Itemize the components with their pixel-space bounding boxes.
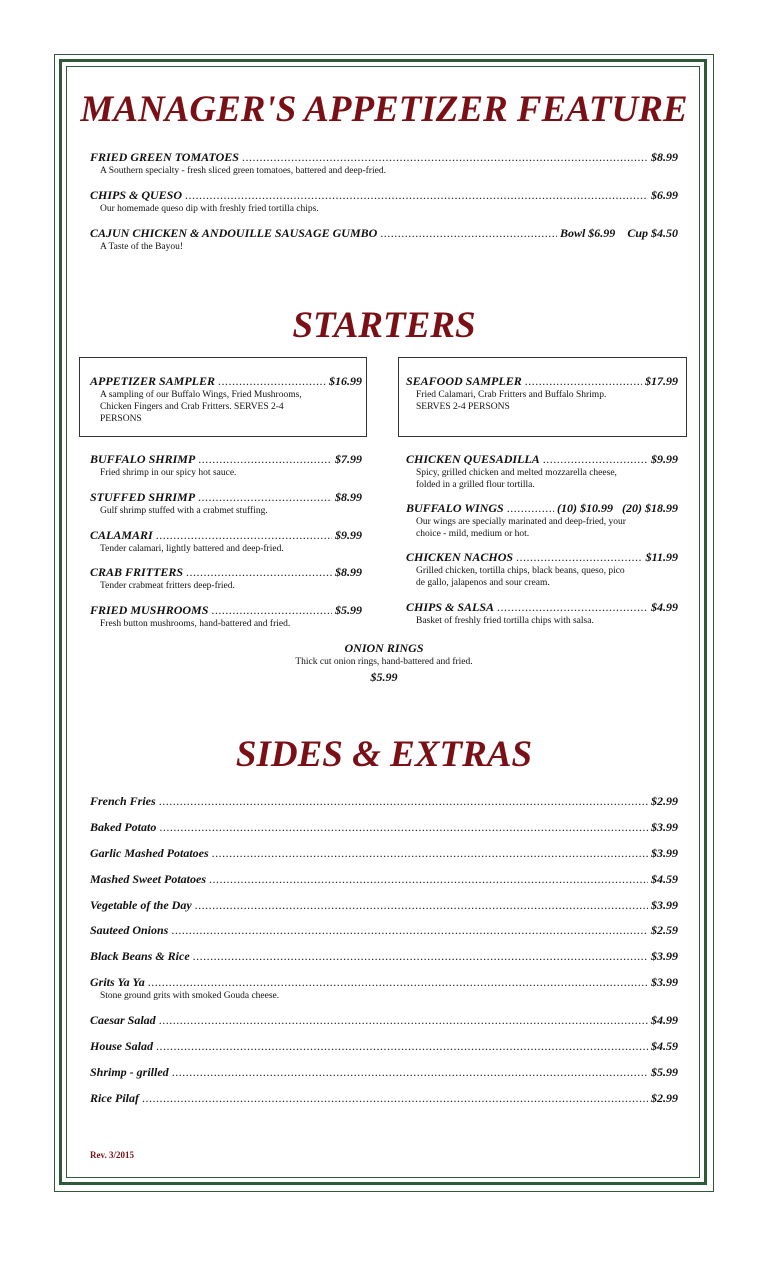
item-price: $8.99 xyxy=(335,565,362,579)
item-name: APPETIZER SAMPLER xyxy=(90,374,216,388)
item-desc: Spicy, grilled chicken and melted mozzarella cheese, folded in a grilled flour tortilla. xyxy=(416,468,617,490)
item-price: $4.99 xyxy=(651,1013,678,1027)
item-name: Mashed Sweet Potatoes xyxy=(90,872,206,886)
item-name: FRIED MUSHROOMS xyxy=(90,603,209,617)
item-name: CRAB FRITTERS xyxy=(90,565,184,579)
starter-item xyxy=(406,551,678,589)
item-price: $16.99 xyxy=(329,374,362,388)
item-name: CHIPS & QUESO xyxy=(90,188,183,202)
item-desc: Grilled chicken, tortilla chips, black beans, queso, pico de gallo, jalapenos and sour cream. xyxy=(416,566,625,588)
side-item xyxy=(90,924,678,937)
item-desc: Tender crabmeat fritters deep-fried. xyxy=(100,581,235,591)
item-name: SEAFOOD SAMPLER xyxy=(406,374,522,388)
item-price: (10) $10.99 (20) $18.99 xyxy=(557,501,678,515)
item-name: Rice Pilaf xyxy=(90,1091,139,1105)
item-price: $3.99 xyxy=(651,898,678,912)
side-item xyxy=(90,821,678,834)
item-price: $3.99 xyxy=(651,975,678,989)
side-item xyxy=(90,1014,678,1027)
feature-item xyxy=(90,151,678,177)
item-name: French Fries xyxy=(90,794,156,808)
feature-item xyxy=(90,189,678,215)
item-desc: A sampling of our Buffalo Wings, Fried Mushrooms, Chicken Fingers and Crab Fritters. SERVES 2-4 PERSONS xyxy=(100,390,302,424)
item-name: CHICKEN NACHOS xyxy=(406,550,514,564)
starter-item xyxy=(90,529,362,555)
item-name: BUFFALO WINGS xyxy=(406,501,504,515)
side-item xyxy=(90,795,678,808)
side-item xyxy=(90,899,678,912)
item-price-cup: Cup $4.50 xyxy=(627,226,678,240)
item-name: Shrimp - grilled xyxy=(90,1065,169,1079)
item-name: House Salad xyxy=(90,1039,154,1053)
sampler-item xyxy=(406,375,678,413)
item-desc: Stone ground grits with smoked Gouda cheese. xyxy=(100,991,280,1001)
item-name: Vegetable of the Day xyxy=(90,898,192,912)
side-item xyxy=(90,847,678,860)
item-desc: Thick cut onion rings, hand-battered and fried. xyxy=(295,657,473,667)
item-name: Garlic Mashed Potatoes xyxy=(90,846,209,860)
sides-title: SIDES & EXTRAS xyxy=(235,734,533,775)
item-name: FRIED GREEN TOMATOES xyxy=(90,150,239,164)
item-desc: Our homemade queso dip with freshly fried tortilla chips. xyxy=(100,204,319,214)
item-desc: A Taste of the Bayou! xyxy=(100,242,184,252)
sampler-item xyxy=(90,375,362,425)
item-price: $8.99 xyxy=(651,150,678,164)
item-price: $8.99 xyxy=(335,490,362,504)
item-price: $9.99 xyxy=(651,452,678,466)
item-name: Grits Ya Ya xyxy=(90,975,145,989)
side-item xyxy=(90,1092,678,1105)
item-price: $4.59 xyxy=(651,1039,678,1053)
item-name: CALAMARI xyxy=(90,528,153,542)
item-desc: Our wings are specially marinated and deep-fried, your choice - mild, medium or hot. xyxy=(416,517,626,539)
item-price: $4.59 xyxy=(651,872,678,886)
item-name: Caesar Salad xyxy=(90,1013,156,1027)
side-item xyxy=(90,1040,678,1053)
starter-item xyxy=(406,502,678,540)
starter-item xyxy=(90,453,362,479)
feature-item xyxy=(90,227,678,253)
item-price: $5.99 xyxy=(335,603,362,617)
item-desc: Fresh button mushrooms, hand-battered and fried. xyxy=(100,619,291,629)
side-item xyxy=(90,950,678,963)
starter-item xyxy=(90,604,362,630)
item-desc: Basket of freshly fried tortilla chips with salsa. xyxy=(416,616,594,626)
item-price: $2.99 xyxy=(651,1091,678,1105)
item-desc: Fried Calamari, Crab Fritters and Buffalo Shrimp. SERVES 2-4 PERSONS xyxy=(416,390,607,412)
item-price: $3.99 xyxy=(651,949,678,963)
starter-item xyxy=(406,453,678,491)
item-name: CHIPS & SALSA xyxy=(406,600,495,614)
revision-note: Rev. 3/2015 xyxy=(90,1150,134,1160)
item-price: $6.99 xyxy=(651,188,678,202)
item-name: STUFFED SHRIMP xyxy=(90,490,196,504)
item-price: $11.99 xyxy=(645,550,678,564)
item-price: $5.99 xyxy=(651,1065,678,1079)
side-item xyxy=(90,1066,678,1079)
starter-item xyxy=(90,491,362,517)
onion-rings-item xyxy=(0,641,768,685)
item-price: $7.99 xyxy=(335,452,362,466)
item-price: $3.99 xyxy=(651,846,678,860)
starters-title: STARTERS xyxy=(292,305,476,346)
item-name: Baked Potato xyxy=(90,820,157,834)
item-name: CHICKEN QUESADILLA xyxy=(406,452,540,466)
feature-title: MANAGER'S APPETIZER FEATURE xyxy=(80,89,688,130)
item-name: CAJUN CHICKEN & ANDOUILLE SAUSAGE GUMBO xyxy=(90,226,378,240)
item-desc: A Southern specialty - fresh sliced green tomatoes, battered and deep-fried. xyxy=(100,166,386,176)
item-price: $5.99 xyxy=(370,670,398,684)
side-item xyxy=(90,873,678,886)
starter-item xyxy=(406,601,678,627)
item-price: $9.99 xyxy=(335,528,362,542)
item-price: $3.99 xyxy=(651,820,678,834)
item-desc: Gulf shrimp stuffed with a crabmet stuffing. xyxy=(100,506,268,516)
item-desc: Fried shrimp in our spicy hot sauce. xyxy=(100,468,237,478)
item-name: ONION RINGS xyxy=(344,641,424,655)
item-price: Bowl $6.99 xyxy=(559,226,616,240)
side-item xyxy=(90,976,678,1002)
item-name: Black Beans & Rice xyxy=(90,949,190,963)
item-price: $2.99 xyxy=(651,794,678,808)
item-price: $17.99 xyxy=(645,374,678,388)
item-price: $4.99 xyxy=(651,600,678,614)
item-desc: Tender calamari, lightly battered and deep-fried. xyxy=(100,544,284,554)
starter-item xyxy=(90,566,362,592)
item-price: $2.59 xyxy=(651,923,678,937)
item-name: BUFFALO SHRIMP xyxy=(90,452,196,466)
item-name: Sauteed Onions xyxy=(90,923,169,937)
